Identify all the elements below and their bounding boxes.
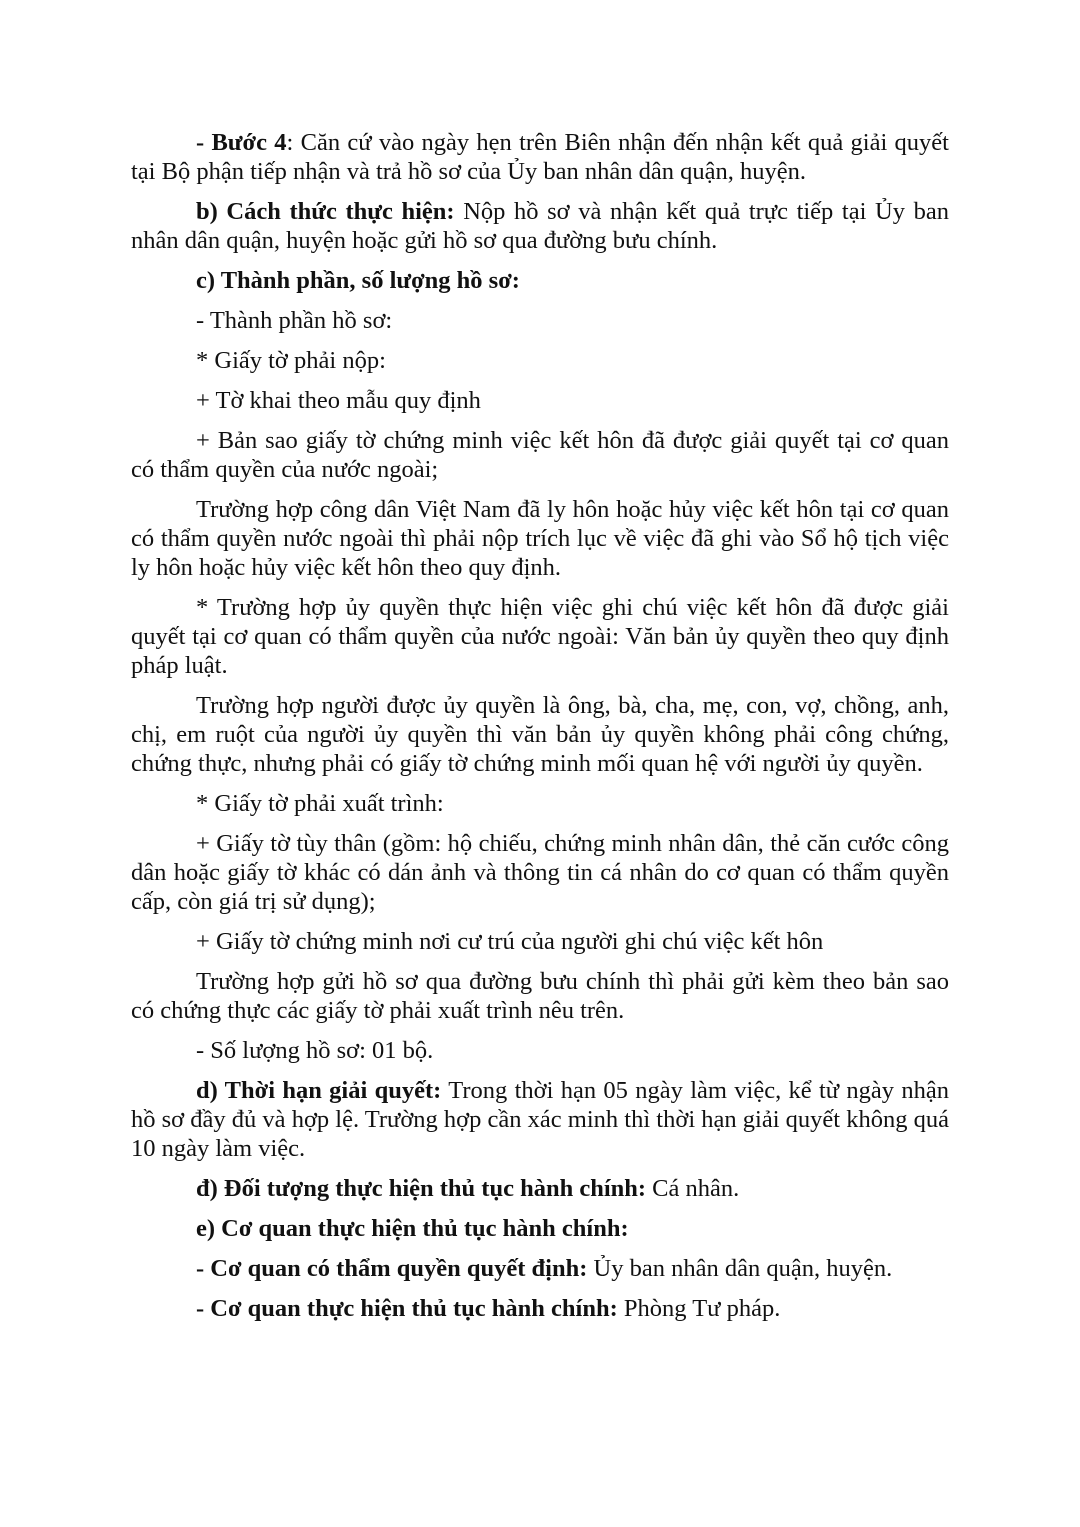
paragraph-residence-docs xyxy=(131,927,949,956)
declaration-form-text: + Tờ khai theo mẫu quy định xyxy=(196,387,481,414)
divorce-case-text: Trường hợp công dân Việt Nam đã ly hôn hoặc hủy việc kết hôn tại cơ quan có thẩm quyền nước ngoài thì phải nộp trích lục về việc đã ghi vào Sổ hộ tịch việc ly hôn hoặc hủy việc kết hôn theo quy định. xyxy=(131,496,949,581)
authorization-case-text: * Trường hợp ủy quyền thực hiện việc ghi chú việc kết hôn đã được giải quyết tại cơ quan có thẩm quyền của nước ngoài: Văn bản ủy quyền theo quy định pháp luật. xyxy=(131,594,949,679)
subjects-text: Cá nhân. xyxy=(646,1175,740,1202)
deciding-agency-label: - Cơ quan có thẩm quyền quyết định: xyxy=(196,1255,588,1282)
paragraph-deciding-agency xyxy=(131,1254,949,1283)
paragraph-required-docs xyxy=(131,346,949,375)
paragraph-authorization-case xyxy=(131,593,949,680)
paragraph-method xyxy=(131,197,949,255)
deadline-heading: d) Thời hạn giải quyết: xyxy=(196,1077,442,1104)
executing-agency-text: Phòng Tư pháp. xyxy=(617,1295,781,1322)
paragraph-declaration-form xyxy=(131,386,949,415)
components-heading: c) Thành phần, số lượng hồ sơ: xyxy=(196,267,520,294)
quantity-text: - Số lượng hồ sơ: 01 bộ. xyxy=(196,1037,434,1064)
paragraph-subjects xyxy=(131,1174,949,1203)
paragraph-present-docs xyxy=(131,789,949,818)
paragraph-executing-agency xyxy=(131,1294,949,1323)
step-4-text: : Căn cứ vào ngày hẹn trên Biên nhận đến nhận kết quả giải quyết tại Bộ phận tiếp nhận và trả hồ sơ của Ủy ban nhân dân quận, huyện. xyxy=(131,129,949,185)
components-text: - Thành phần hồ sơ: xyxy=(196,307,393,334)
postal-case-text: Trường hợp gửi hồ sơ qua đường bưu chính thì phải gửi kèm theo bản sao có chứng thực các giấy tờ phải xuất trình nêu trên. xyxy=(131,968,949,1024)
paragraph-step-4 xyxy=(131,128,949,186)
paragraph-components-heading xyxy=(131,266,949,295)
agency-heading: e) Cơ quan thực hiện thủ tục hành chính: xyxy=(196,1215,629,1242)
deadline-text: Trong thời hạn 05 ngày làm việc, kể từ ngày nhận hồ sơ đầy đủ và hợp lệ. Trường hợp cần xác minh thì thời hạn giải quyết không quá 10 ngày làm việc. xyxy=(131,1077,949,1162)
paragraph-postal-case xyxy=(131,967,949,1025)
executing-agency-label: - Cơ quan thực hiện thủ tục hành chính: xyxy=(196,1295,618,1322)
paragraph-components xyxy=(131,306,949,335)
paragraph-marriage-copy xyxy=(131,426,949,484)
paragraph-deadline xyxy=(131,1076,949,1163)
paragraph-identity-docs xyxy=(131,829,949,916)
subjects-heading: đ) Đối tượng thực hiện thủ tục hành chính: xyxy=(196,1175,647,1202)
document-page xyxy=(131,128,949,1334)
method-heading: b) Cách thức thực hiện: xyxy=(196,198,455,225)
paragraph-relative-authorization xyxy=(131,691,949,778)
paragraph-divorce-case xyxy=(131,495,949,582)
method-text: Nộp hồ sơ và nhận kết quả trực tiếp tại Ủy ban nhân dân quận, huyện hoặc gửi hồ sơ qua đường bưu chính. xyxy=(131,198,949,254)
step-4-label: - Bước 4 xyxy=(196,129,287,156)
marriage-copy-text: + Bản sao giấy tờ chứng minh việc kết hôn đã được giải quyết tại cơ quan có thẩm quyền của nước ngoài; xyxy=(131,427,949,483)
paragraph-agency-heading xyxy=(131,1214,949,1243)
present-docs-text: * Giấy tờ phải xuất trình: xyxy=(196,790,444,817)
paragraph-quantity xyxy=(131,1036,949,1065)
residence-docs-text: + Giấy tờ chứng minh nơi cư trú của người ghi chú việc kết hôn xyxy=(196,928,824,955)
identity-docs-text: + Giấy tờ tùy thân (gồm: hộ chiếu, chứng minh nhân dân, thẻ căn cước công dân hoặc giấy tờ khác có dán ảnh và thông tin cá nhân do cơ quan có thẩm quyền cấp, còn giá trị sử dụng); xyxy=(131,830,949,915)
deciding-agency-text: Ủy ban nhân dân quận, huyện. xyxy=(587,1255,893,1282)
required-docs-text: * Giấy tờ phải nộp: xyxy=(196,347,386,374)
relative-authorization-text: Trường hợp người được ủy quyền là ông, bà, cha, mẹ, con, vợ, chồng, anh, chị, em ruột của người ủy quyền thì văn bản ủy quyền không phải công chứng, chứng thực, nhưng phải có giấy tờ chứng minh mối quan hệ với người ủy quyền. xyxy=(131,692,949,777)
